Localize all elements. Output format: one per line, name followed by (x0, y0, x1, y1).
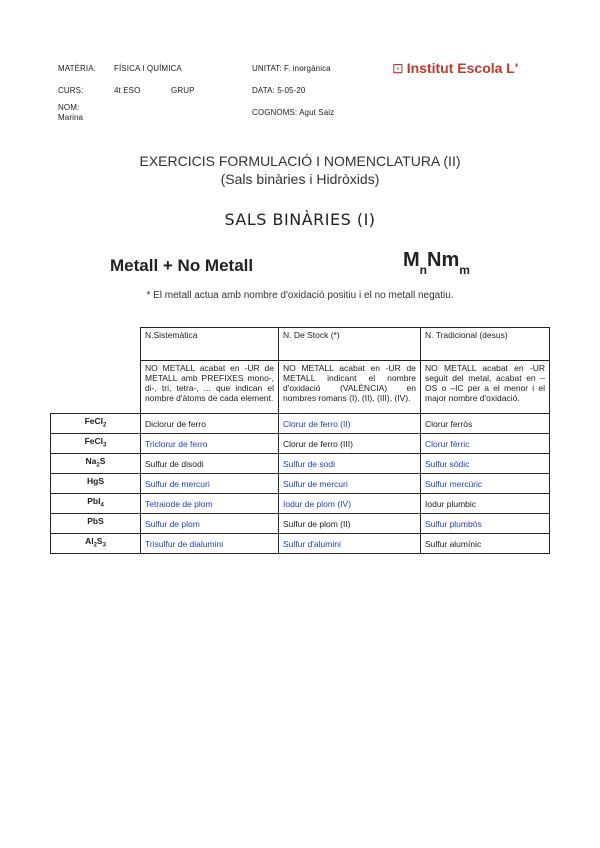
curs-label: CURS: (58, 86, 84, 95)
school-logo (392, 60, 532, 78)
traditional-name-cell: Sulfur mercúric (421, 474, 550, 494)
stock-name-cell: Sulfur de plom (II) (279, 514, 421, 534)
stock-name-cell: Clorur de ferro (II) (279, 414, 421, 434)
formula-cell: FeCl$_2$ (51, 414, 141, 434)
header-row (51, 328, 550, 361)
traditional-name-cell: Sulfur sòdic (421, 454, 550, 474)
nomenclature-table (50, 327, 550, 554)
systematic-name-cell: Sulfur de plom (141, 514, 279, 534)
table-row (51, 434, 550, 454)
logo-icon: ⊡ (392, 60, 404, 76)
formula-cell: PbI$_4$ (51, 494, 141, 514)
traditional-name-cell: Clorur ferròs (421, 414, 550, 434)
col-header-tradicional: N. Tradicional (desus) (421, 328, 550, 361)
unitat-field: UNITAT: F. inorgànica (252, 64, 331, 73)
stock-name-cell: Clorur de ferro (III) (279, 434, 421, 454)
page-title: EXERCICIS FORMULACIÓ I NOMENCLATURA (II) (139, 153, 461, 169)
traditional-name-cell: Sulfur plumbós (421, 514, 550, 534)
materia-label: MATÈRIA: (58, 64, 96, 73)
cognoms-field: COGNOMS: Agut Saiz (252, 108, 335, 117)
formula-cell: $Na_2S$ (51, 454, 141, 474)
general-formula: $M_nNm_m$ (403, 249, 470, 277)
formula-cell: $Al_2S_3$ (51, 534, 141, 554)
page-subtitle: (Sals binàries i Hidròxids) (220, 171, 380, 187)
table-row (51, 414, 550, 434)
empty-corner (51, 328, 141, 361)
empty-corner (51, 361, 141, 414)
desc-tradicional: NO METALL acabat en -UR seguit del metal, acabat en –OS o –IC per a el menor i el major nombre d'oxidació. (421, 361, 550, 414)
systematic-name-cell: Trisulfur de dialumini (141, 534, 279, 554)
table-row (51, 514, 550, 534)
systematic-name-cell: Sulfur de disodi (141, 454, 279, 474)
desc-stock: NO METALL acabat en -UR de METALL indicant el nombre d'oxidació (VALÈNCIA) en nombres romans (I), (II), (III), (IV). (279, 361, 421, 414)
data-field: DATA: 5-05-20 (252, 86, 306, 95)
table-row (51, 474, 550, 494)
systematic-name-cell: Diclorur de ferro (141, 414, 279, 434)
table-row (51, 454, 550, 474)
formula-cell: HgS (51, 474, 141, 494)
traditional-name-cell: Sulfur alumínic (421, 534, 550, 554)
description-row (51, 361, 550, 414)
stock-name-cell: Sulfur de mercuri (279, 474, 421, 494)
systematic-name-cell: Sulfur de mercuri (141, 474, 279, 494)
stock-name-cell: Iodur de plom (IV) (279, 494, 421, 514)
materia-value: FÍSICA I QUÍMICA (114, 64, 182, 73)
traditional-name-cell: Clorur fèrric (421, 434, 550, 454)
rule-note: * El metall actua amb nombre d'oxidació positiu i el no metall negatiu. (146, 290, 454, 301)
curs-value: 4t ESO (114, 86, 141, 95)
table-row (51, 534, 550, 554)
nom-label: NOM: (58, 103, 80, 112)
table-row (51, 494, 550, 514)
systematic-name-cell: Tetraiode de plom (141, 494, 279, 514)
rule-text: Metall + No Metall (110, 256, 254, 275)
traditional-name-cell: Iodur plumbic (421, 494, 550, 514)
logo-text: Institut Escola L' (406, 60, 519, 76)
systematic-name-cell: Triclorur de ferro (141, 434, 279, 454)
desc-sistematica: NO METALL acabat en -UR de METALL amb PREFIXES mono-, di-, tri, tetra-, ... que indican el nombre d'àtoms de cada element. (141, 361, 279, 414)
col-header-stock: N. De Stock (*) (279, 328, 421, 361)
nom-value: Marina (58, 113, 84, 122)
col-header-sistematica: N.Sistemàtica (141, 328, 279, 361)
formula-cell: PbS (51, 514, 141, 534)
formula-cell: FeCl$_3$ (51, 434, 141, 454)
section-title: SALS BINÀRIES (I) (224, 210, 376, 229)
stock-name-cell: Sulfur de sodi (279, 454, 421, 474)
stock-name-cell: Sulfur d'alumini (279, 534, 421, 554)
grup-label: GRUP (171, 86, 195, 95)
